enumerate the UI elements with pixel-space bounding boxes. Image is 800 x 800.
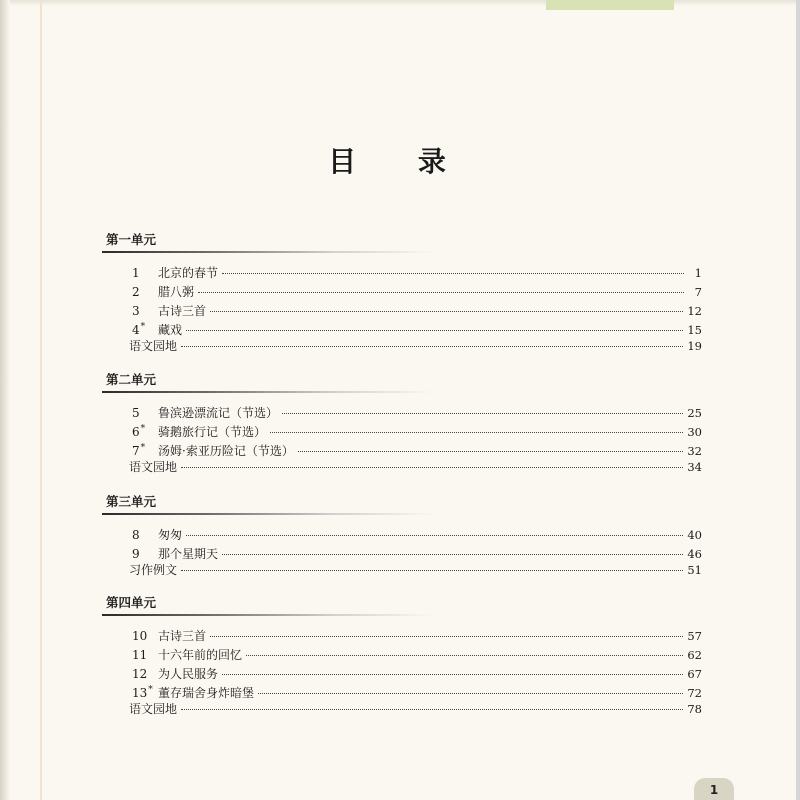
entry-title: 北京的春节 bbox=[158, 266, 219, 280]
dot-leader bbox=[298, 451, 684, 452]
entry-page: 34 bbox=[687, 460, 702, 474]
scan-corner-mark bbox=[546, 0, 674, 10]
entry-number: 3 bbox=[132, 304, 140, 318]
entry-number: 7* bbox=[132, 443, 146, 458]
toc-entry[interactable] bbox=[102, 523, 706, 542]
entry-number: 8 bbox=[132, 528, 140, 542]
unit-section bbox=[102, 372, 706, 477]
entry-title: 鲁滨逊漂流记（节选） bbox=[158, 406, 279, 420]
page-title: 目 录 bbox=[328, 145, 472, 178]
toc-entry[interactable] bbox=[102, 681, 706, 700]
entry-title: 语文园地 bbox=[129, 460, 178, 474]
toc-entry[interactable] bbox=[102, 643, 706, 662]
toc-entry[interactable] bbox=[102, 337, 706, 356]
toc-entry[interactable] bbox=[102, 561, 706, 580]
entry-title: 那个星期天 bbox=[158, 547, 219, 561]
entry-number: 4* bbox=[132, 322, 146, 337]
entry-number: 10 bbox=[132, 629, 148, 643]
entry-page: 72 bbox=[687, 686, 702, 700]
entry-number: 5 bbox=[132, 406, 140, 420]
toc-entry[interactable] bbox=[102, 299, 706, 318]
toc-entry-list bbox=[102, 261, 706, 356]
unit-section bbox=[102, 595, 706, 719]
dot-leader bbox=[181, 709, 683, 710]
entry-title: 习作例文 bbox=[129, 563, 178, 577]
unit-section bbox=[102, 232, 706, 356]
unit-section bbox=[102, 494, 706, 580]
entry-page: 46 bbox=[687, 547, 702, 561]
toc-entry[interactable] bbox=[102, 458, 706, 477]
unit-title: 第一单元 bbox=[106, 232, 157, 247]
entry-page: 62 bbox=[687, 648, 702, 662]
toc-entry-list bbox=[102, 624, 706, 719]
toc-entry[interactable] bbox=[102, 318, 706, 337]
entry-number: 12 bbox=[132, 667, 148, 681]
dot-leader bbox=[181, 570, 683, 571]
dot-leader bbox=[210, 311, 683, 312]
unit-divider bbox=[102, 251, 706, 253]
entry-page: 25 bbox=[687, 406, 702, 420]
entry-page: 30 bbox=[687, 425, 702, 439]
toc-entry[interactable] bbox=[102, 261, 706, 280]
unit-title: 第四单元 bbox=[106, 595, 157, 610]
entry-number: 1 bbox=[132, 266, 140, 280]
entry-page: 51 bbox=[687, 563, 702, 577]
entry-title: 语文园地 bbox=[129, 339, 178, 353]
toc-entry-list bbox=[102, 401, 706, 477]
entry-title: 董存瑞舍身炸暗堡 bbox=[158, 686, 255, 700]
entry-page: 7 bbox=[694, 285, 702, 299]
entry-title: 匆匆 bbox=[158, 528, 183, 542]
entry-number: 13* bbox=[132, 685, 153, 700]
dot-leader bbox=[222, 273, 684, 274]
unit-divider bbox=[102, 391, 706, 393]
entry-page: 19 bbox=[687, 339, 702, 353]
dot-leader bbox=[258, 693, 683, 694]
dot-leader bbox=[198, 292, 684, 293]
entry-title: 骑鹅旅行记（节选） bbox=[158, 425, 267, 439]
entry-page: 67 bbox=[687, 667, 702, 681]
entry-title: 古诗三首 bbox=[158, 304, 207, 318]
toc-entry[interactable] bbox=[102, 439, 706, 458]
dot-leader bbox=[246, 655, 683, 656]
entry-page: 15 bbox=[687, 323, 702, 337]
page-right-edge bbox=[796, 0, 800, 800]
entry-page: 1 bbox=[694, 266, 702, 280]
dot-leader bbox=[222, 674, 683, 675]
entry-page: 78 bbox=[687, 702, 702, 716]
unit-divider bbox=[102, 614, 706, 616]
entry-title: 古诗三首 bbox=[158, 629, 207, 643]
toc-entry[interactable] bbox=[102, 280, 706, 299]
dot-leader bbox=[210, 636, 683, 637]
entry-title: 为人民服务 bbox=[158, 667, 219, 681]
dot-leader bbox=[222, 554, 683, 555]
entry-title: 腊八粥 bbox=[158, 285, 195, 299]
entry-number: 9 bbox=[132, 547, 140, 561]
toc-entry[interactable] bbox=[102, 542, 706, 561]
dot-leader bbox=[270, 432, 683, 433]
binding-shadow bbox=[0, 0, 10, 800]
dot-leader bbox=[186, 535, 683, 536]
entry-page: 12 bbox=[687, 304, 702, 318]
entry-page: 32 bbox=[687, 444, 702, 458]
entry-page: 57 bbox=[687, 629, 702, 643]
page-number-badge: 1 bbox=[694, 778, 734, 800]
toc-entry-list bbox=[102, 523, 706, 580]
page-top-edge bbox=[0, 0, 800, 6]
dot-leader bbox=[186, 330, 683, 331]
toc-entry[interactable] bbox=[102, 420, 706, 439]
toc-entry[interactable] bbox=[102, 662, 706, 681]
spine-line bbox=[40, 0, 42, 800]
unit-title: 第三单元 bbox=[106, 494, 157, 509]
toc-entry[interactable] bbox=[102, 401, 706, 420]
dot-leader bbox=[181, 346, 683, 347]
entry-title: 汤姆·索亚历险记（节选） bbox=[158, 444, 294, 458]
dot-leader bbox=[282, 413, 683, 414]
unit-title: 第二单元 bbox=[106, 372, 157, 387]
entry-page: 40 bbox=[687, 528, 702, 542]
entry-number: 2 bbox=[132, 285, 140, 299]
toc-entry[interactable] bbox=[102, 700, 706, 719]
entry-number: 6* bbox=[132, 424, 146, 439]
entry-title: 藏戏 bbox=[158, 323, 183, 337]
toc-entry[interactable] bbox=[102, 624, 706, 643]
entry-title: 十六年前的回忆 bbox=[158, 648, 243, 662]
unit-divider bbox=[102, 513, 706, 515]
dot-leader bbox=[181, 467, 683, 468]
entry-number: 11 bbox=[132, 648, 148, 662]
entry-title: 语文园地 bbox=[129, 702, 178, 716]
